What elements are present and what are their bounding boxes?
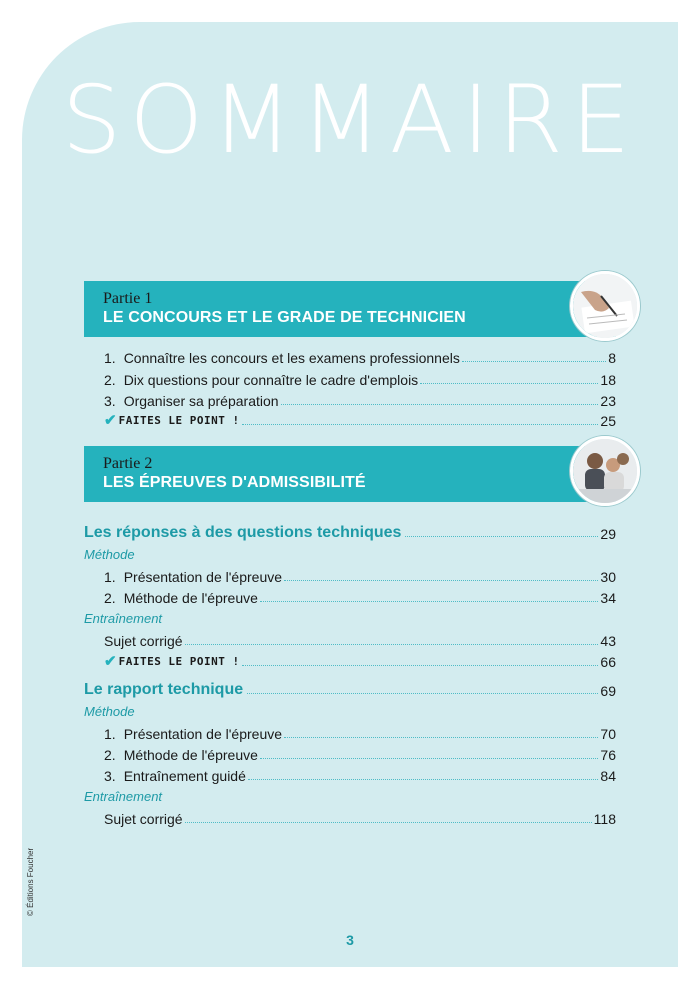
page-title: SOMMAIRE: [61, 66, 639, 175]
entry-page: 18: [600, 372, 616, 388]
dot-leader: [242, 665, 599, 666]
dot-leader: [284, 737, 598, 738]
toc-entry[interactable]: [104, 389, 616, 409]
entry-title: Connaître les concours et les examens professionnels: [123, 350, 460, 366]
toc-checkpoint[interactable]: [104, 409, 616, 429]
entry-page: 8: [608, 350, 616, 366]
entry-number: 3.: [104, 393, 116, 409]
toc-entry[interactable]: [104, 565, 616, 585]
entry-title: Méthode de l'épreuve: [123, 590, 258, 606]
checkpoint-label: FAITES LE POINT !: [118, 414, 240, 427]
students-photo-icon: [570, 436, 640, 506]
entry-page: 84: [600, 768, 616, 784]
entry-title: Présentation de l'épreuve: [123, 569, 283, 585]
copyright-text: © Éditions Foucher: [26, 847, 35, 916]
dot-leader: [185, 822, 592, 823]
entry-number: 1.: [104, 350, 116, 366]
entry-page: 34: [600, 590, 616, 606]
dot-leader: [405, 536, 598, 537]
section-page: 69: [600, 683, 616, 699]
section-title: Les réponses à des questions techniques: [84, 524, 402, 541]
entry-title: Méthode de l'épreuve: [123, 747, 258, 763]
methode-label: Méthode: [84, 547, 135, 562]
entry-title: Dix questions pour connaître le cadre d'emplois: [123, 372, 419, 388]
checkmark-icon: ✔: [104, 653, 117, 670]
toc-checkpoint[interactable]: [104, 650, 616, 670]
writing-hand-photo-icon: [570, 271, 640, 341]
entry-number: 2.: [104, 747, 116, 763]
dot-leader: [284, 580, 598, 581]
page-number: 3: [346, 932, 354, 948]
entry-page: 23: [600, 393, 616, 409]
toc-entry[interactable]: [104, 629, 616, 649]
section-heading[interactable]: [84, 677, 616, 699]
dot-leader: [281, 404, 599, 405]
copyright-credit: [24, 836, 36, 916]
toc-entry[interactable]: [104, 346, 616, 366]
dot-leader: [185, 644, 599, 645]
entry-page: 66: [600, 654, 616, 670]
entry-number: 2.: [104, 372, 116, 388]
part-title: LE CONCOURS ET LE GRADE DE TECHNICIEN: [103, 309, 466, 326]
dot-leader: [420, 383, 598, 384]
toc-entry[interactable]: [104, 586, 616, 606]
dot-leader: [260, 601, 599, 602]
entrainement-label: Entraînement: [84, 611, 163, 626]
section-page: 29: [600, 526, 616, 542]
dot-leader: [462, 361, 606, 362]
part-label: Partie 2: [103, 455, 153, 472]
part-1-banner: [84, 281, 616, 337]
entry-number: 2.: [104, 590, 116, 606]
entry-page: 76: [600, 747, 616, 763]
toc-entry[interactable]: [104, 722, 616, 742]
entry-page: 43: [600, 633, 616, 649]
toc-entry[interactable]: [104, 807, 616, 827]
part-2-banner: [84, 446, 616, 502]
section-title: Le rapport technique: [84, 681, 244, 698]
part-title: LES ÉPREUVES D'ADMISSIBILITÉ: [103, 474, 366, 491]
toc-entry[interactable]: [104, 764, 616, 784]
methode-label: Méthode: [84, 704, 135, 719]
entry-title: Sujet corrigé: [104, 633, 183, 649]
toc-entry[interactable]: [104, 743, 616, 763]
dot-leader: [260, 758, 599, 759]
section-heading[interactable]: [84, 520, 616, 542]
entrainement-label: Entraînement: [84, 789, 163, 804]
toc-entry[interactable]: [104, 368, 616, 388]
dot-leader: [247, 693, 598, 694]
part-label: Partie 1: [103, 290, 153, 307]
entry-title: Sujet corrigé: [104, 811, 183, 827]
entry-page: 25: [600, 413, 616, 429]
entry-number: 3.: [104, 768, 116, 784]
entry-number: 1.: [104, 569, 116, 585]
entry-page: 118: [593, 811, 616, 827]
entry-title: Organiser sa préparation: [123, 393, 279, 409]
entry-title: Entraînement guidé: [123, 768, 246, 784]
dot-leader: [242, 424, 599, 425]
checkmark-icon: ✔: [104, 412, 117, 429]
checkpoint-label: FAITES LE POINT !: [118, 655, 240, 668]
entry-page: 30: [600, 569, 616, 585]
dot-leader: [248, 779, 599, 780]
entry-title: Présentation de l'épreuve: [123, 726, 283, 742]
entry-number: 1.: [104, 726, 116, 742]
entry-page: 70: [600, 726, 616, 742]
